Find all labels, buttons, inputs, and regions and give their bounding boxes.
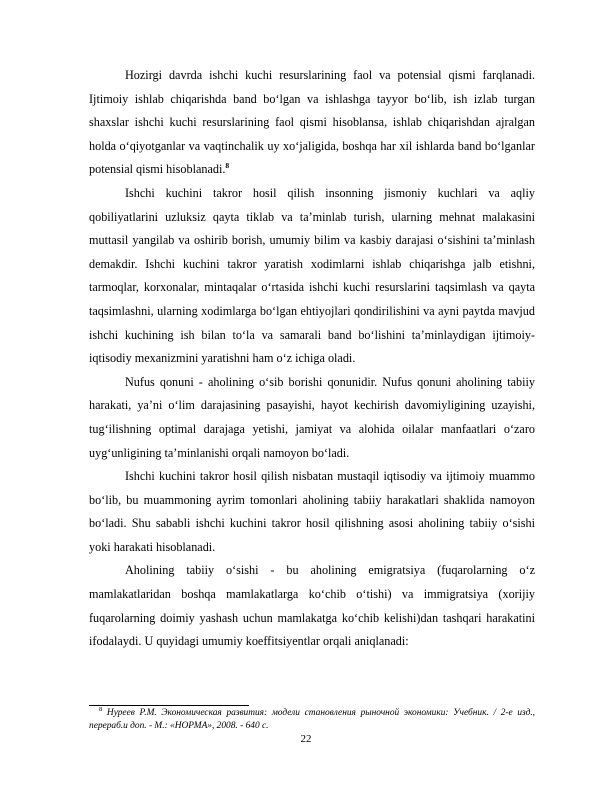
footnote [89, 707, 535, 732]
paragraph-4: Ishchi kuchini takror hosil qilish nisbatan mustaqil iqtisodiy va ijtimoiy muammo bo‘lib, bu muammoning ayrim tomonlari aholining tabiiy harakatlari shaklida namoyon bo‘ladi. Shu sababli ishchi kuchini takror hosil qilishning asosi aholining tabiiy o‘sishi yoki harakati hisoblanadi. [89, 469, 535, 554]
paragraph-1-text: Hozirgi davrda ishchi kuchi resurslarining faol va potensial qismi farqlanadi. Ijtimoiy ishlab chiqarishda band bo‘lgan va ishlashga tayyor bo‘lib, ish izlab turgan shaxslar ishchi kuchi resurslarining faol qismi hisoblansa, ishlab chiqarishdan ajralgan holda o‘qiyotganlar va vaqtinchalik uy xo‘jaligida, boshqa har xil ishlarda band bo‘lganlar potensial qismi hisoblanadi. [89, 68, 535, 177]
footnote-reference: 8 [225, 161, 230, 171]
footnote-marker: 8 [99, 705, 103, 713]
paragraph-2: Ishchi kuchini takror hosil qilish insonning jismoniy kuchlari va aqliy qobiliyatlarini uzluksiz qayta tiklab va ta’minlab turish, ularning mehnat malakasini muttasil yangilab va oshirib borish, umumiy bilim va kasbiy darajasi o‘sishini ta’minlash demakdir. Ishchi kuchini takror yaratish xodimlarni ishlab chiqarishga jalb etishni, tarmoqlar, korxonalar, mintaqalar o‘rtasida ishchi kuchi resurslarini taqsimlash va qayta taqsimlashni, ularning xodimlarga bo‘lgan ehtiyojlari qondirilishini va ayni paytda mavjud ishchi kuchining ish bilan to‘la va samarali band bo‘lishini ta’minlaydigan ijtimoiy-iqtisodiy mexanizmini yaratishni ham o‘z ichiga oladi. [89, 185, 535, 366]
footnote-text: Нуреев Р.М. Экономическая развития: модели становления рыночной экономики: Учебник. / 2-е изд., перераб.и доп. - М.: «НОРМА», 2008. - 640 с. [89, 708, 536, 731]
body-text [89, 64, 535, 654]
page-number: 22 [300, 733, 312, 745]
paragraph-5: Aholining tabiiy o‘sishi - bu aholining emigratsiya (fuqarolarning o‘z mamlakatlaridan boshqa mamlakatlarga ko‘chib o‘tishi) va immigratsiya (xorijiy fuqarolarning doimiy yashash uchun mamlakatga ko‘chib kelishi)dan tashqari harakatini ifodalaydi. U quyidagi umumiy koeffitsiyentlar orqali aniqlanadi: [89, 563, 535, 649]
paragraph-1 [89, 64, 535, 182]
footnote-divider [89, 705, 249, 706]
paragraph-3: Nufus qonuni - aholining o‘sib borishi qonunidir. Nufus qonuni aholining tabiiy harakati, ya’ni o‘lim darajasining pasayishi, hayot kechirish davomiyligining uzayishi, tug‘ilishning optimal darajaga yetishi, jamiyat va alohida oilalar manfaatlari o‘zaro uyg‘unligining ta’minlanishi orqali namoyon bo‘ladi. [89, 374, 535, 460]
